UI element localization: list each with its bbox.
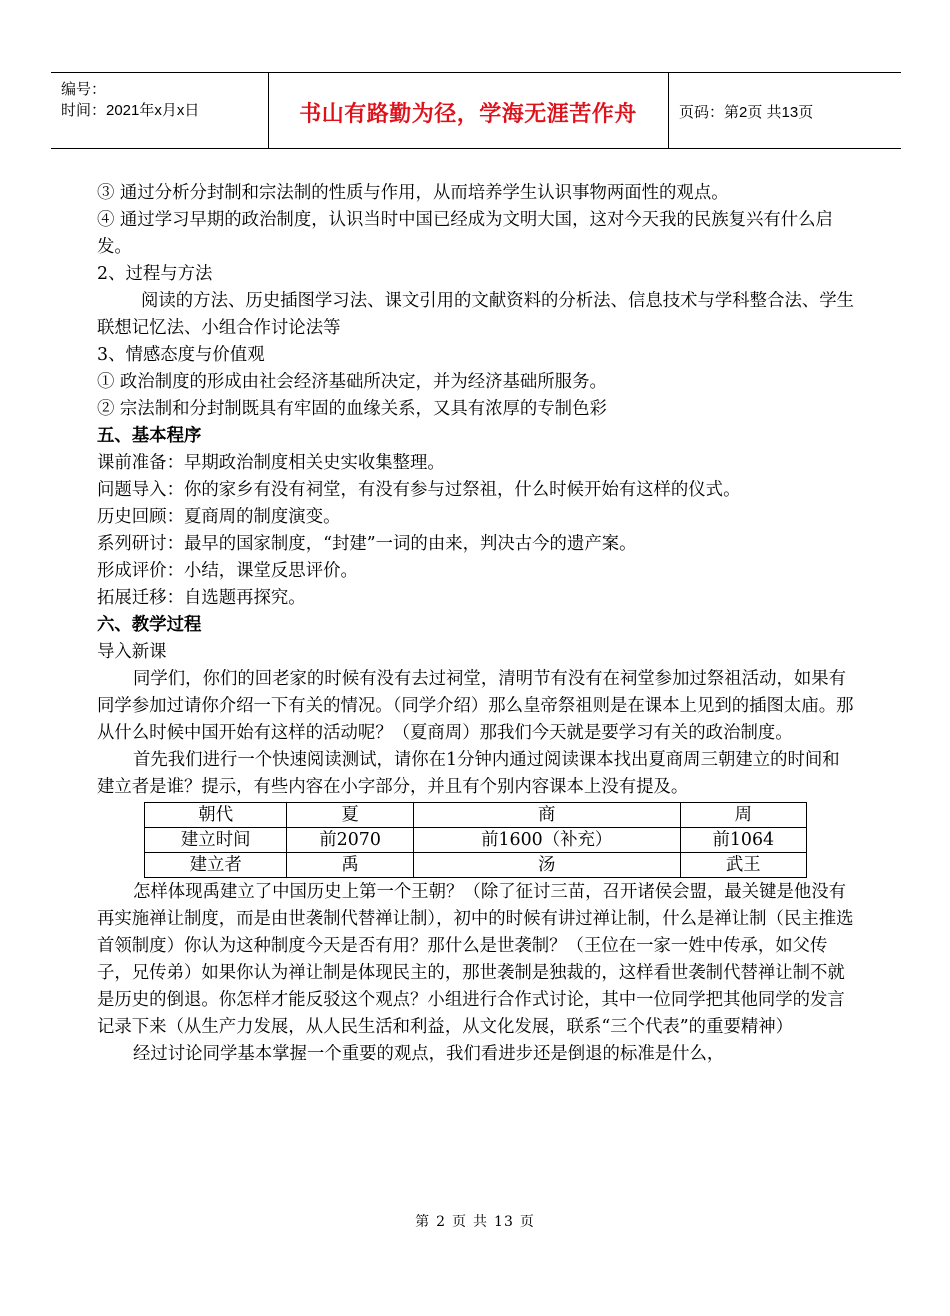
paragraph: 导入新课 (97, 642, 167, 662)
paragraph-group (97, 879, 855, 1068)
table-cell: 前1064 (680, 828, 806, 853)
table-cell: 前2070 (287, 828, 413, 853)
paragraph: 首先我们进行一个快速阅读测试，请你在1分钟内通过阅读课本找出夏商周三朝建立的时间和建立者是谁？提示，有些内容在小字部分，并且有个别内容课本上没有提及。 (97, 750, 840, 797)
paragraph: 怎样体现禹建立了中国历史上第一个王朝？（除了征讨三苗，召开诸侯会盟，最关键是他没有再实施禅让制度，而是由世袭制代替禅让制），初中的时候有讲过禅让制，什么是禅让制（民主推选首领制度）你认为这种制度今天是否有用？那什么是世袭制？（王位在一家一姓中传承，如父传子，兄传弟）如果你认为禅让制是体现民主的，那世袭制是独裁的，这样看世袭制代替禅让制不就是历史的倒退。你怎样才能反驳这个观点？小组进行合作式讨论，其中一位同学把其他同学的发言记录下来（从生产力发展，从人民生活和利益，从文化发展，联系“三个代表”的重要精神） (97, 882, 854, 1037)
table-cell: 夏 (287, 803, 413, 828)
paragraph-group (97, 180, 855, 801)
page-footer (0, 1211, 950, 1231)
table-cell: 前1600（补充） (413, 828, 680, 853)
paragraph: 问题导入：你的家乡有没有祠堂，有没有参与过祭祖，什么时候开始有这样的仪式。 (97, 480, 741, 500)
page-header (51, 72, 901, 149)
paragraph: ① 政治制度的形成由社会经济基础所决定，并为经济基础所服务。 (97, 372, 607, 392)
footer-word: 共 (473, 1214, 489, 1230)
table-cell: 汤 (413, 853, 680, 878)
paragraph: 五、基本程序 (97, 426, 202, 446)
header-divider (668, 73, 669, 148)
table-cell: 周 (680, 803, 806, 828)
document-body (97, 180, 855, 1068)
table-cell: 朝代 (145, 803, 287, 828)
paragraph: 同学们，你们的回老家的时候有没有去过祠堂，清明节有没有在祠堂参加过祭祖活动，如果有同学参加过请你介绍一下有关的情况。（同学介绍）那么皇帝祭祖则是在课本上见到的插图太庙。那从什么时候中国开始有这样的活动呢？（夏商周）那我们今天就是要学习有关的政治制度。 (97, 669, 854, 743)
footer-word: 页 (452, 1214, 468, 1230)
paragraph: 3、情感态度与价值观 (97, 345, 265, 365)
footer-total-pages: 13 (494, 1214, 514, 1230)
table-cell: 建立时间 (145, 828, 287, 853)
paragraph: 形成评价：小结，课堂反思评价。 (97, 561, 358, 581)
table-row (145, 853, 807, 878)
paragraph: 阅读的方法、历史插图学习法、课文引用的文献资料的分析法、信息技术与学科整合法、学生联想记忆法、小组合作讨论法等 (97, 291, 855, 338)
table-cell: 禹 (287, 853, 413, 878)
paragraph: 系列研讨：最早的国家制度，“封建”一词的由来，判决古今的遗产案。 (97, 534, 637, 554)
header-meta (61, 79, 271, 121)
paragraph: 课前准备：早期政治制度相关史实收集整理。 (97, 453, 445, 473)
date-label: 时间：2021年x月x日 (61, 102, 200, 119)
paragraph: 历史回顾：夏商周的制度演变。 (97, 507, 341, 527)
footer-word: 第 (415, 1214, 431, 1230)
table-cell: 商 (413, 803, 680, 828)
table-cell: 建立者 (145, 853, 287, 878)
paragraph: ④ 通过学习早期的政治制度，认识当时中国已经成为文明大国，这对今天我的民族复兴有什么启发。 (97, 210, 833, 257)
table-row (145, 828, 807, 853)
paragraph: 2、过程与方法 (97, 264, 213, 284)
header-page-info: 页码：第2页 共13页 (679, 104, 814, 121)
footer-page-number: 2 (436, 1214, 447, 1230)
header-motto: 书山有路勤为径，学海无涯苦作舟 (299, 102, 637, 127)
paragraph: 经过讨论同学基本掌握一个重要的观点，我们看进步还是倒退的标准是什么， (133, 1044, 725, 1064)
dynasty-table (144, 802, 807, 878)
table-row (145, 803, 807, 828)
paragraph: ② 宗法制和分封制既具有牢固的血缘关系，又具有浓厚的专制色彩 (97, 399, 607, 419)
paragraph: ③ 通过分析分封制和宗法制的性质与作用，从而培养学生认识事物两面性的观点。 (97, 183, 729, 203)
paragraph: 拓展迁移：自选题再探究。 (97, 588, 306, 608)
number-label: 编号： (61, 81, 107, 98)
paragraph: 六、教学过程 (97, 615, 202, 635)
footer-word: 页 (519, 1214, 535, 1230)
table-cell: 武王 (680, 853, 806, 878)
